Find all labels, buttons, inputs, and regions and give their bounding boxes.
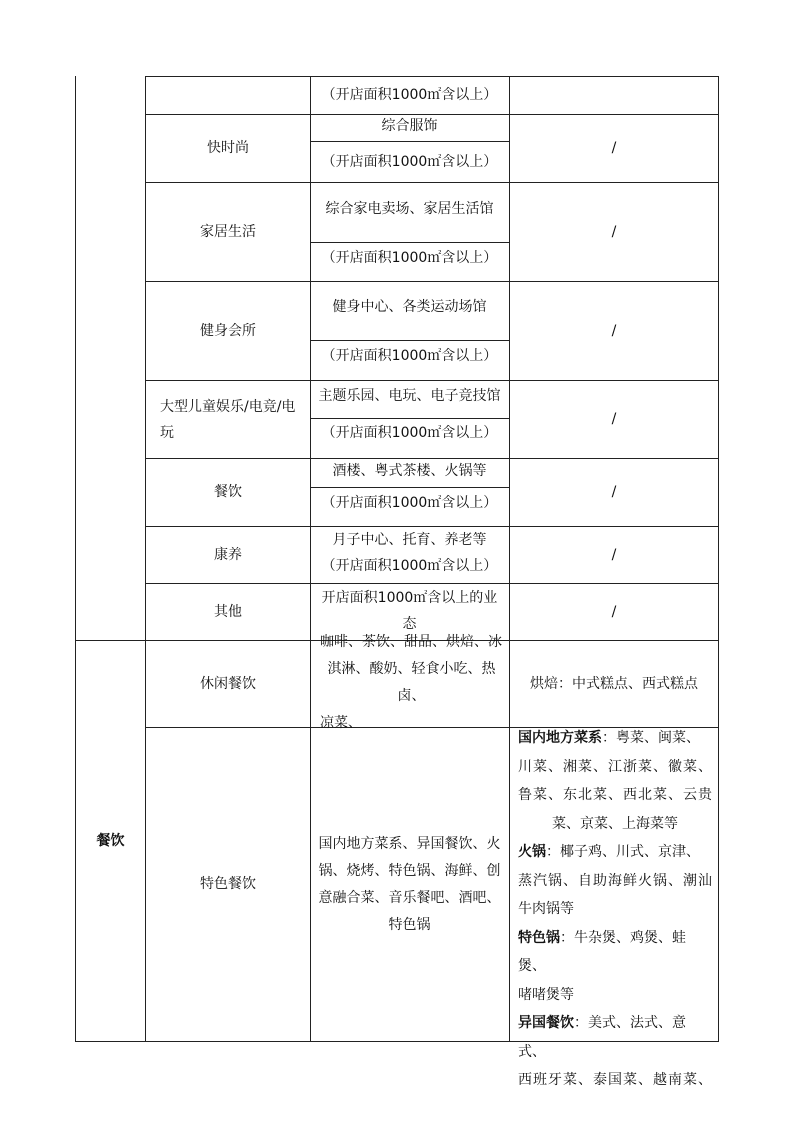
area-requirement-cell: （开店面积1000㎡含以上） <box>321 424 498 441</box>
brand-line-4: 特色锅 <box>388 916 431 933</box>
brand-line-1: 开店面积1000㎡含以上的业 <box>321 589 498 606</box>
brand-cell: 酒楼、粤式茶楼、火锅等 <box>332 463 487 479</box>
brand-cell: 综合服饰 <box>381 118 438 134</box>
type-cell: 家居生活 <box>200 223 256 240</box>
note-cell: / <box>611 322 617 339</box>
note-label: 特色锅 <box>518 929 560 946</box>
brand-line-1: 咖啡、茶饮、甜品、烘焙、冰 <box>320 633 502 650</box>
brand-line-2: 锅、烧烤、特色锅、海鲜、创 <box>318 862 501 879</box>
brand-line-2: （开店面积1000㎡含以上） <box>321 557 498 574</box>
type-cell: 康养 <box>214 546 242 563</box>
area-requirement-cell: （开店面积1000㎡含以上） <box>321 249 498 266</box>
brand-line-1: 国内地方菜系、异国餐饮、火 <box>318 835 501 852</box>
type-line-2: 玩 <box>160 424 174 441</box>
note-line: 火锅：椰子鸡、川式、京津、 <box>518 844 700 860</box>
note-cell: / <box>611 484 617 500</box>
note-line: 异国餐饮：美式、法式、意式、 <box>518 1015 686 1060</box>
brand-line-3: 意融合菜、音乐餐吧、酒吧、 <box>318 889 501 906</box>
brand-cell <box>310 728 509 1041</box>
note-cell: / <box>611 140 617 156</box>
note-label: 国内地方菜系 <box>518 730 602 746</box>
type-cell: 快时尚 <box>207 140 249 156</box>
type-cell: 特色餐饮 <box>200 876 256 892</box>
note-cell: 烘焙：中式糕点、西式糕点 <box>530 675 698 692</box>
note-cell: / <box>611 546 617 563</box>
note-label: 火锅 <box>518 844 546 860</box>
area-requirement-cell: （开店面积1000㎡含以上） <box>321 153 498 170</box>
brand-cell: 健身中心、各类运动场馆 <box>332 298 487 315</box>
note-line: 牛肉锅等 <box>518 901 574 917</box>
type-cell <box>146 381 310 458</box>
note-label: 异国餐饮 <box>518 1015 574 1031</box>
note-line: 菜、京菜、上海菜等 <box>552 815 678 832</box>
special-note <box>512 724 718 1095</box>
area-requirement-cell: （开店面积1000㎡含以上） <box>321 87 498 103</box>
note-line: 川菜、湘菜、江浙菜、徽菜、 <box>518 758 712 775</box>
note-cell: / <box>611 223 617 240</box>
note-line: 国内地方菜系：粤菜、闽菜、 <box>518 730 700 746</box>
area-requirement-cell: （开店面积1000㎡含以上） <box>321 494 498 511</box>
type-cell: 餐饮 <box>214 484 242 500</box>
note-line: 啫啫煲等 <box>518 986 574 1003</box>
brand-line-1: 月子中心、托育、养老等 <box>332 531 487 548</box>
brand-cell: 主题乐园、电玩、电子竞技馆 <box>318 387 501 404</box>
type-cell: 休闲餐饮 <box>200 675 256 692</box>
note-line: 鲁菜、东北菜、西北菜、云贵 <box>518 787 712 803</box>
brand-cell: 综合家电卖场、家居生活馆 <box>325 201 494 217</box>
note-line: 西班牙菜、泰国菜、越南菜、 <box>518 1072 712 1088</box>
brand-cell <box>310 633 509 731</box>
brand-line-2: 态 <box>402 615 417 632</box>
brand-cell <box>310 524 509 581</box>
type-line-1: 大型儿童娱乐/电竞/电 <box>160 398 296 415</box>
brand-line-2: 淇淋、酸奶、轻食小吃、热卤、 <box>327 660 496 704</box>
note-cell: / <box>611 603 617 620</box>
brand-line-3: 凉菜、 <box>320 714 362 731</box>
type-cell: 其他 <box>214 603 242 620</box>
area-requirement-cell: （开店面积1000㎡含以上） <box>321 347 498 364</box>
category-cell: 餐饮 <box>96 832 125 849</box>
note-cell: / <box>611 411 617 427</box>
type-cell: 健身会所 <box>200 322 256 339</box>
note-line: 特色锅：牛杂煲、鸡煲、蛙煲、 <box>518 929 686 974</box>
grid-line <box>718 76 719 1042</box>
note-line: 蒸汽锅、自助海鲜火锅、潮汕 <box>518 872 712 889</box>
